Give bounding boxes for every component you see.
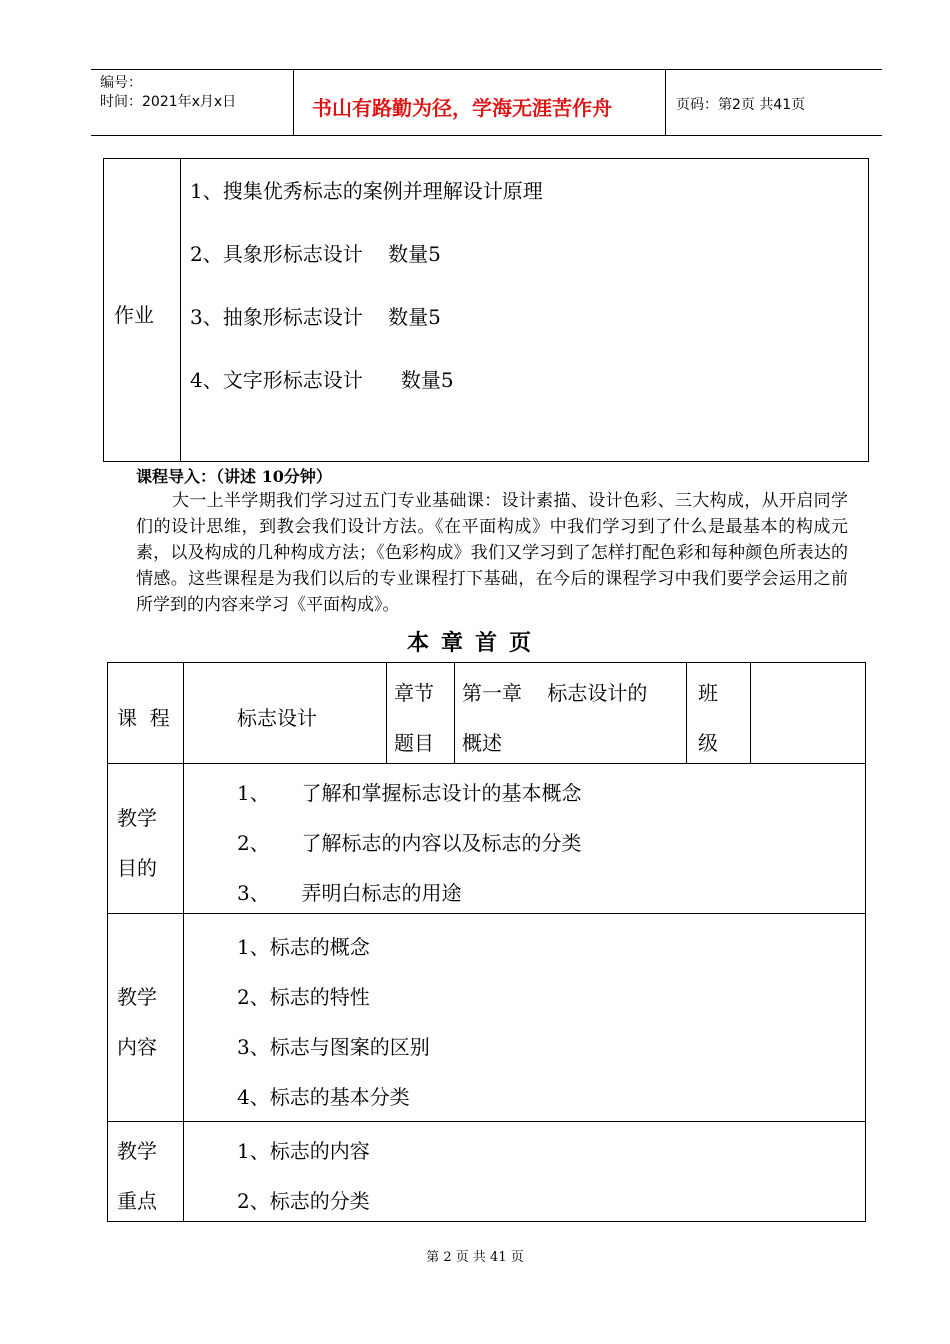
- homework-label: 作业: [114, 303, 154, 327]
- course-value: 标志设计: [237, 706, 317, 730]
- section-label: 章节: [394, 681, 434, 705]
- homework-item: 1、搜集优秀标志的案例并理解设计原理: [190, 179, 543, 203]
- number-label: 编号：: [100, 75, 142, 91]
- content-label: 教学: [117, 985, 157, 1009]
- header-motto: 书山有路勤为径，学海无涯苦作舟: [312, 96, 612, 120]
- intro-paragraph: 大一上半学期我们学习过五门专业基础课：设计素描、设计色彩、三大构成，从开启同学们的设计思维，到教会我们设计方法。《在平面构成》中我们学习到了什么是最基本的构成元素，以及构成的几种构成方法；《色彩构成》我们又学习到了怎样打配色彩和每种颜色所表达的情感。这些课程是为我们以后的专业课程打下基础，在今后的课程学习中我们要学会运用之前所学到的内容来学习《平面构成》。: [136, 491, 848, 615]
- table-row-rule: [108, 763, 865, 764]
- homework-table: [103, 158, 869, 462]
- key-item: 2、标志的分类: [237, 1189, 370, 1213]
- content-item: 2、标志的特性: [237, 985, 370, 1009]
- section-label: 题目: [394, 731, 434, 755]
- chapter-title: 本章首页: [406, 631, 543, 656]
- content-item: 1、标志的概念: [237, 935, 370, 959]
- table-row-rule: [108, 913, 865, 914]
- table-col-rule: [686, 663, 687, 763]
- homework-table-divider: [180, 159, 181, 461]
- section-value: 概述: [462, 731, 502, 755]
- class-label: 班: [698, 681, 718, 705]
- header-bottom-rule: [91, 135, 882, 136]
- chapter-table: [107, 662, 866, 1222]
- table-col-rule: [454, 663, 455, 763]
- homework-item: 2、具象形标志设计 数量5: [190, 242, 441, 266]
- goal-item: 2、 了解标志的内容以及标志的分类: [237, 831, 582, 855]
- content-label: 内容: [117, 1035, 157, 1059]
- key-label: 教学: [117, 1139, 157, 1163]
- homework-item: 4、文字形标志设计 数量5: [190, 368, 454, 392]
- header-divider: [665, 69, 666, 135]
- goal-label: 目的: [117, 856, 157, 880]
- header-top-rule: [91, 69, 882, 70]
- homework-item: 3、抽象形标志设计 数量5: [190, 305, 441, 329]
- page-code: 页码：第2页 共41页: [676, 97, 806, 113]
- goal-item: 3、 弄明白标志的用途: [237, 881, 462, 905]
- table-col-rule: [386, 663, 387, 763]
- table-row-rule: [108, 1121, 865, 1122]
- key-label: 重点: [117, 1189, 157, 1213]
- table-col-rule: [750, 663, 751, 763]
- content-item: 3、标志与图案的区别: [237, 1035, 430, 1059]
- table-col-rule: [183, 663, 184, 1221]
- header-divider: [293, 69, 294, 135]
- page-footer: 第 2 页 共 41 页: [426, 1250, 524, 1265]
- content-item: 4、标志的基本分类: [237, 1085, 410, 1109]
- class-label: 级: [698, 731, 718, 755]
- goal-label: 教学: [117, 806, 157, 830]
- goal-item: 1、 了解和掌握标志设计的基本概念: [237, 781, 582, 805]
- key-item: 1、标志的内容: [237, 1139, 370, 1163]
- time-label: 时间：2021年x月x日: [100, 94, 237, 110]
- section-value: 第一章 标志设计的: [462, 681, 648, 705]
- course-label: 课 程: [117, 706, 170, 730]
- intro-title: 课程导入：（讲述 10分钟）: [136, 467, 332, 486]
